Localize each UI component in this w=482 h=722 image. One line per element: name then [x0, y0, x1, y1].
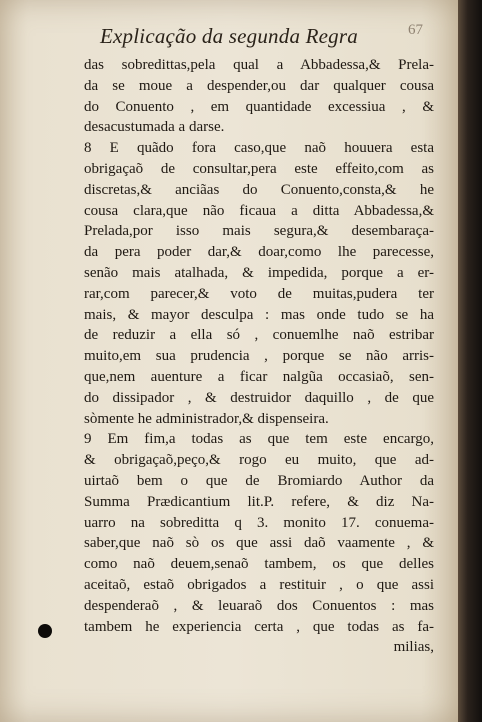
text-line: cousa clara,que não ficaua a ditta Abbadessa,& — [84, 203, 434, 219]
text-line: Summa Prædicantium lit.P. refere, & diz Na- — [84, 494, 434, 510]
text-line: que,nem auenture a ficar nalgũa occasiaõ, sen- — [84, 369, 434, 385]
text-line: saber,que naõ sò os que assi daõ vaamente , & — [84, 535, 434, 551]
text-line: aceitaõ, estaõ obrigados a restituir , o que assi — [84, 577, 434, 593]
text-line: uarro na sobreditta q 3. monito 17. conuema- — [84, 515, 434, 531]
text-line: de reduzir a ella só , conuemlhe naõ estribar — [84, 327, 434, 343]
text-line: tambem he experiencia certa , que todas as fa- — [84, 619, 434, 635]
page-number: 67 — [408, 22, 423, 38]
running-header: Explicação da segunda Regra — [100, 24, 358, 48]
text-line: despenderaõ , & leuaraõ dos Conuentos : mas — [84, 598, 434, 614]
text-line: muito,em sua prudencia , porque se não arris- — [84, 348, 434, 364]
text-line: da pera poder dar,& doar,como lhe parecesse, — [84, 244, 434, 260]
text-line: senão mais atalhada, & impedida, porque a er- — [84, 265, 434, 281]
binding-hole — [38, 624, 52, 638]
text-line: desacustumada a darse. — [84, 119, 225, 135]
text-line: do Conuento , em quantidade excessiua , & — [84, 99, 434, 115]
text-line: & obrigaçaõ,peço,& rogo eu muito, que ad- — [84, 452, 434, 468]
catchword: milias, — [393, 639, 434, 655]
text-line: como naõ deuem,senaõ tambem, os que delles — [84, 556, 434, 572]
text-line: rar,com parecer,& voto de muitas,pudera ter — [84, 286, 434, 302]
text-line: sòmente he administrador,& dispenseira. — [84, 411, 329, 427]
text-line: uirtaõ bem o que de Bromiardo Author da — [84, 473, 434, 489]
text-line: Prelada,por isso mais segura,& desembaraça- — [84, 223, 434, 239]
text-line: 8 E quãdo fora caso,que naõ houuera esta — [84, 140, 434, 156]
page-edge-shadow — [458, 0, 482, 722]
text-line: da se moue a despender,ou dar qualquer cousa — [84, 78, 434, 94]
text-line: das sobredittas,pela qual a Abbadessa,& Prela- — [84, 57, 434, 73]
text-line: discretas,& anciãas do Conuento,consta,& he — [84, 182, 434, 198]
text-line: do dissipador , & destruidor daquillo , de que — [84, 390, 434, 406]
text-line: mais, & mayor desculpa : mas onde tudo se ha — [84, 307, 434, 323]
text-line: 9 Em fim,a todas as que tem este encargo, — [84, 431, 434, 447]
text-line: obrigaçaõ de consultar,pera este effeito,com as — [84, 161, 434, 177]
